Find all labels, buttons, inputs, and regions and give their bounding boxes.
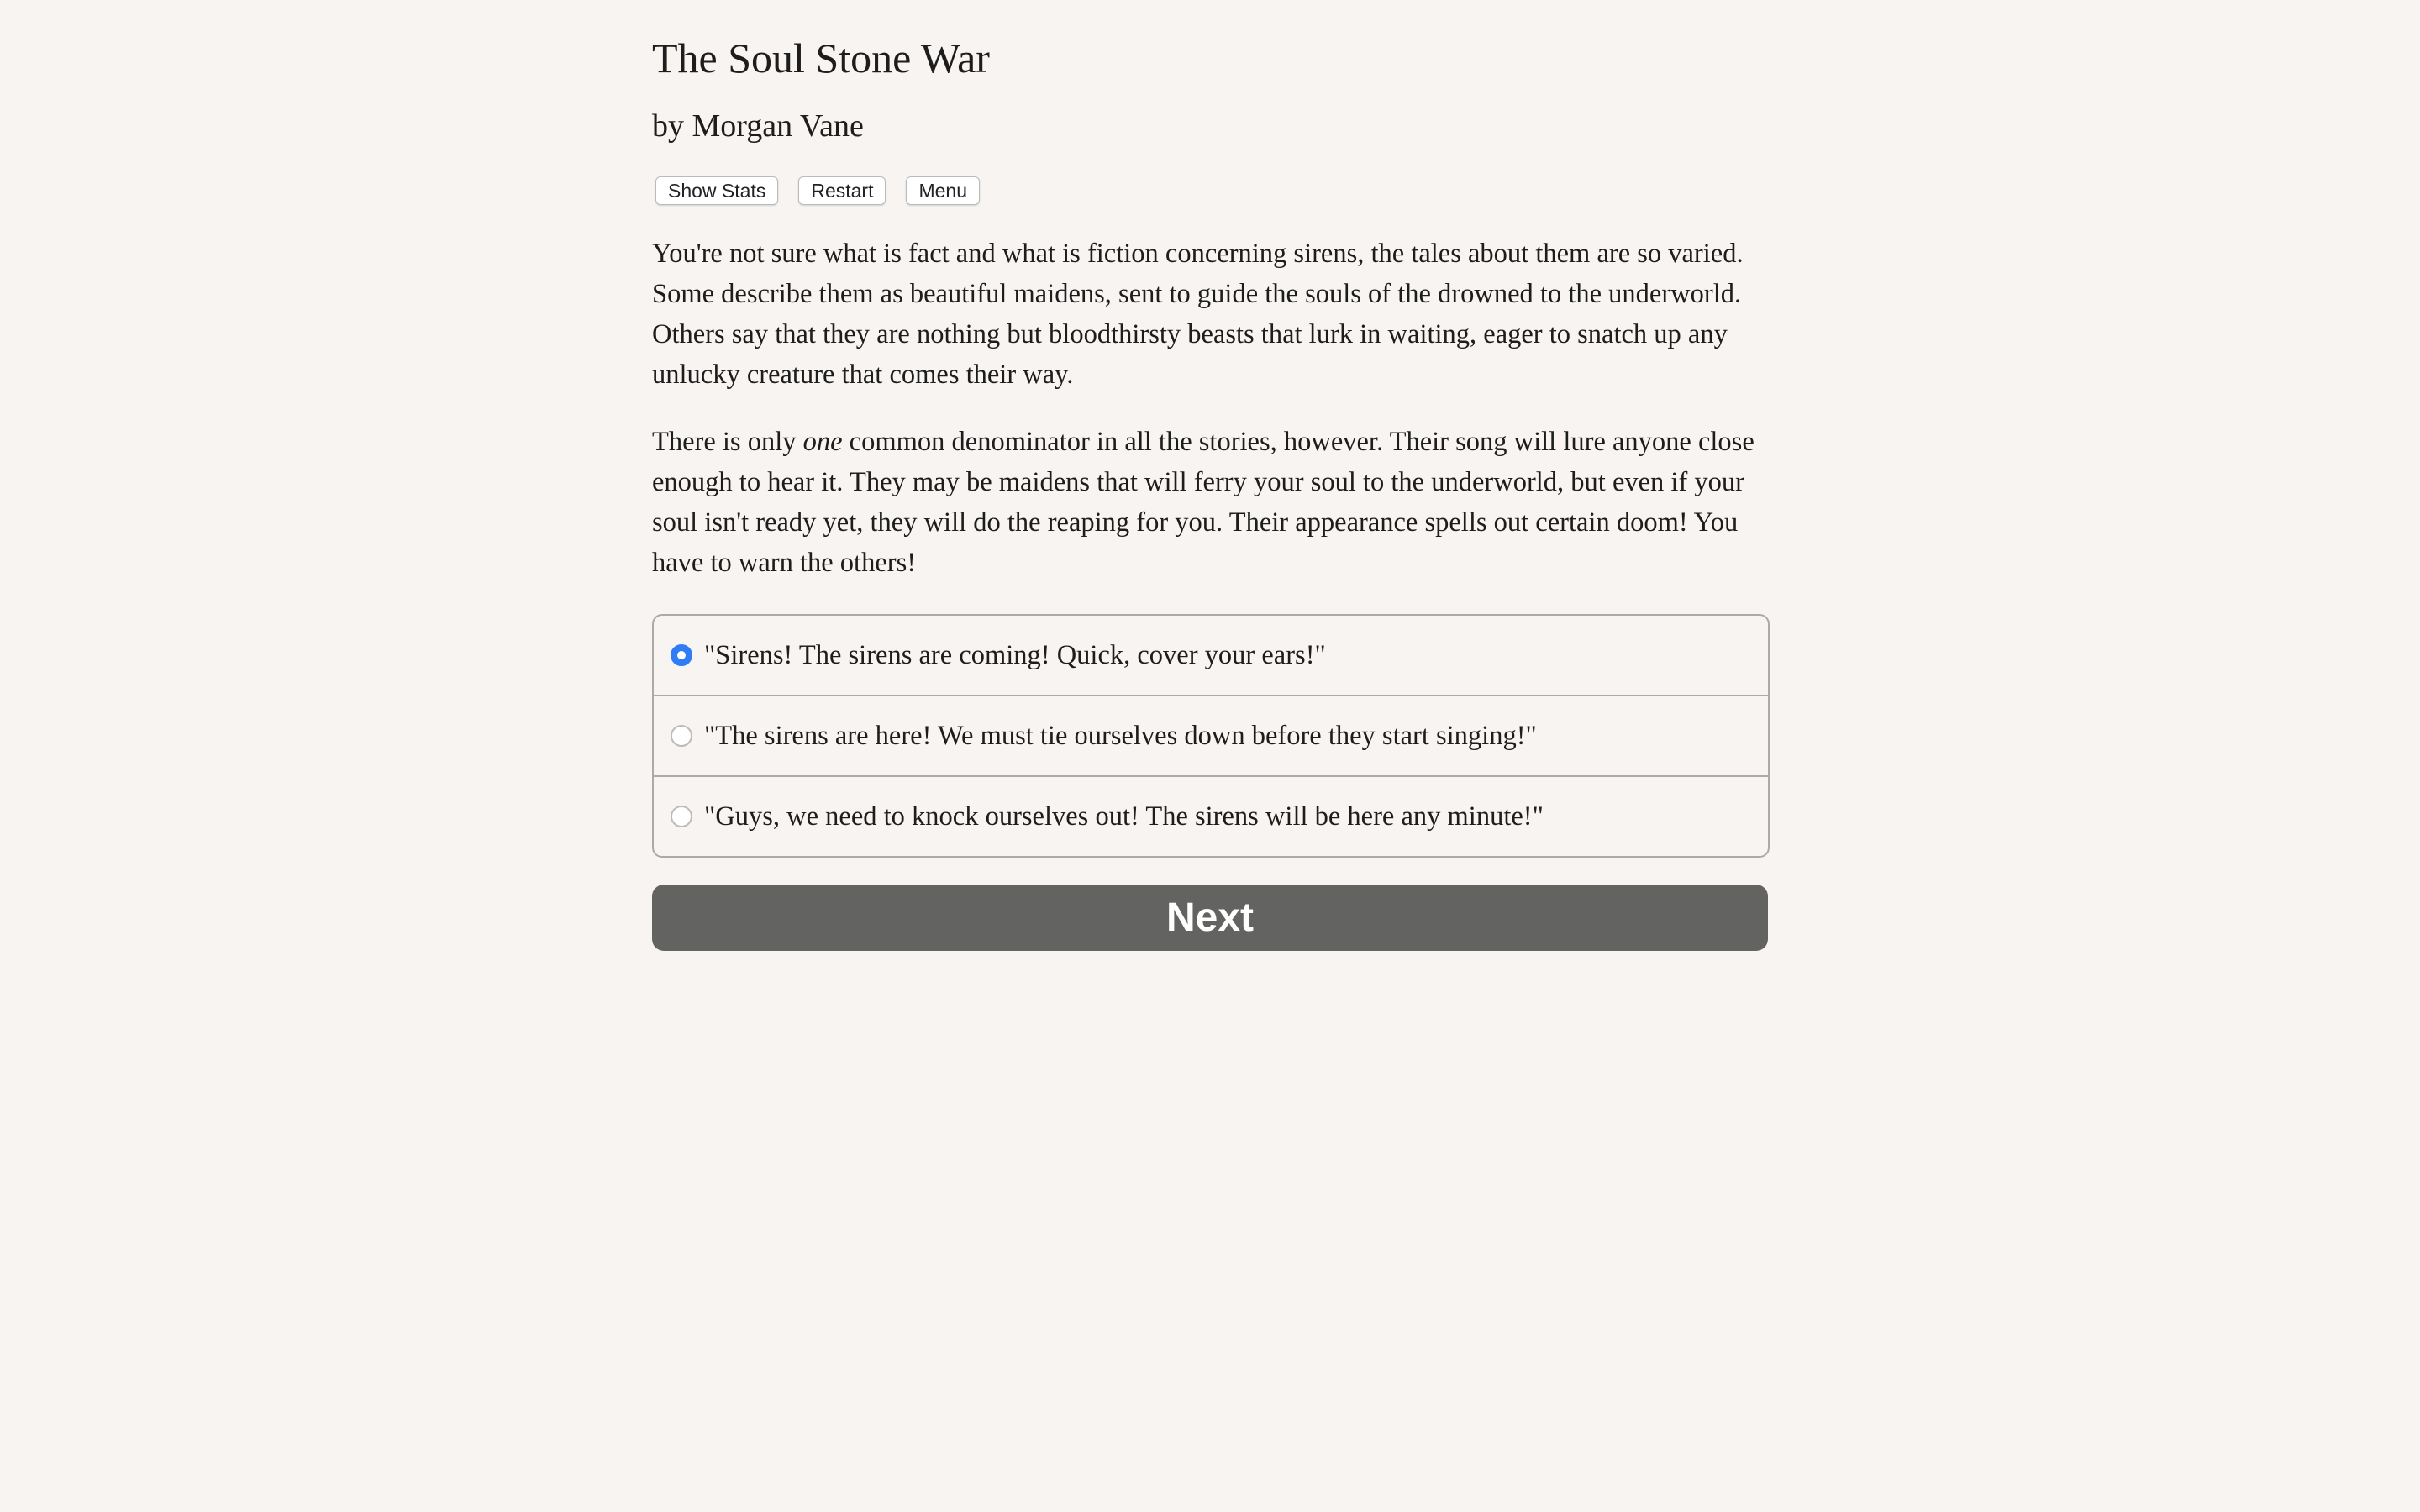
choice-label: "The sirens are here! We must tie ourselves down before they start singing!" (704, 720, 1537, 751)
menu-button[interactable]: Menu (906, 176, 980, 205)
story-paragraph: You're not sure what is fact and what is fiction concerning sirens, the tales about them are so varied. Some describe them as beautiful maidens, sent to guide the souls of the drowned to the underworld. Others say that they are nothing but bloodthirsty beasts that lurk in waiting, eager to snatch up any unlucky creature that comes their way. (652, 239, 1744, 390)
emphasis-text: one (802, 427, 843, 457)
choice-option-3[interactable] (654, 775, 1768, 856)
show-stats-button[interactable]: Show Stats (655, 176, 778, 205)
toolbar (655, 176, 980, 205)
choice-list (652, 614, 1770, 858)
choice-label: "Sirens! The sirens are coming! Quick, cover your ears!" (704, 639, 1326, 670)
next-button[interactable]: Next (652, 885, 1768, 951)
choice-option-2[interactable] (654, 695, 1768, 775)
radio-icon[interactable] (671, 725, 692, 747)
story-paragraph (652, 422, 1768, 583)
choice-label: "Guys, we need to knock ourselves out! The sirens will be here any minute!" (704, 801, 1544, 832)
radio-icon[interactable] (671, 806, 692, 827)
game-author: by Morgan Vane (652, 108, 864, 144)
story-text (652, 234, 1768, 610)
game-title: The Soul Stone War (652, 34, 990, 81)
restart-button[interactable]: Restart (798, 176, 886, 205)
text-span: There is only (652, 427, 803, 457)
radio-selected-icon[interactable] (671, 644, 692, 666)
text-span: common denominator in all the stories, however. Their song will lure anyone close enough to hear it. They may be maidens that will ferry your soul to the underworld, but even if your soul isn't ready yet, they will do the reaping for you. Their appearance spells out certain doom! You have to warn the others! (652, 427, 1754, 578)
choice-option-1[interactable] (654, 616, 1768, 695)
